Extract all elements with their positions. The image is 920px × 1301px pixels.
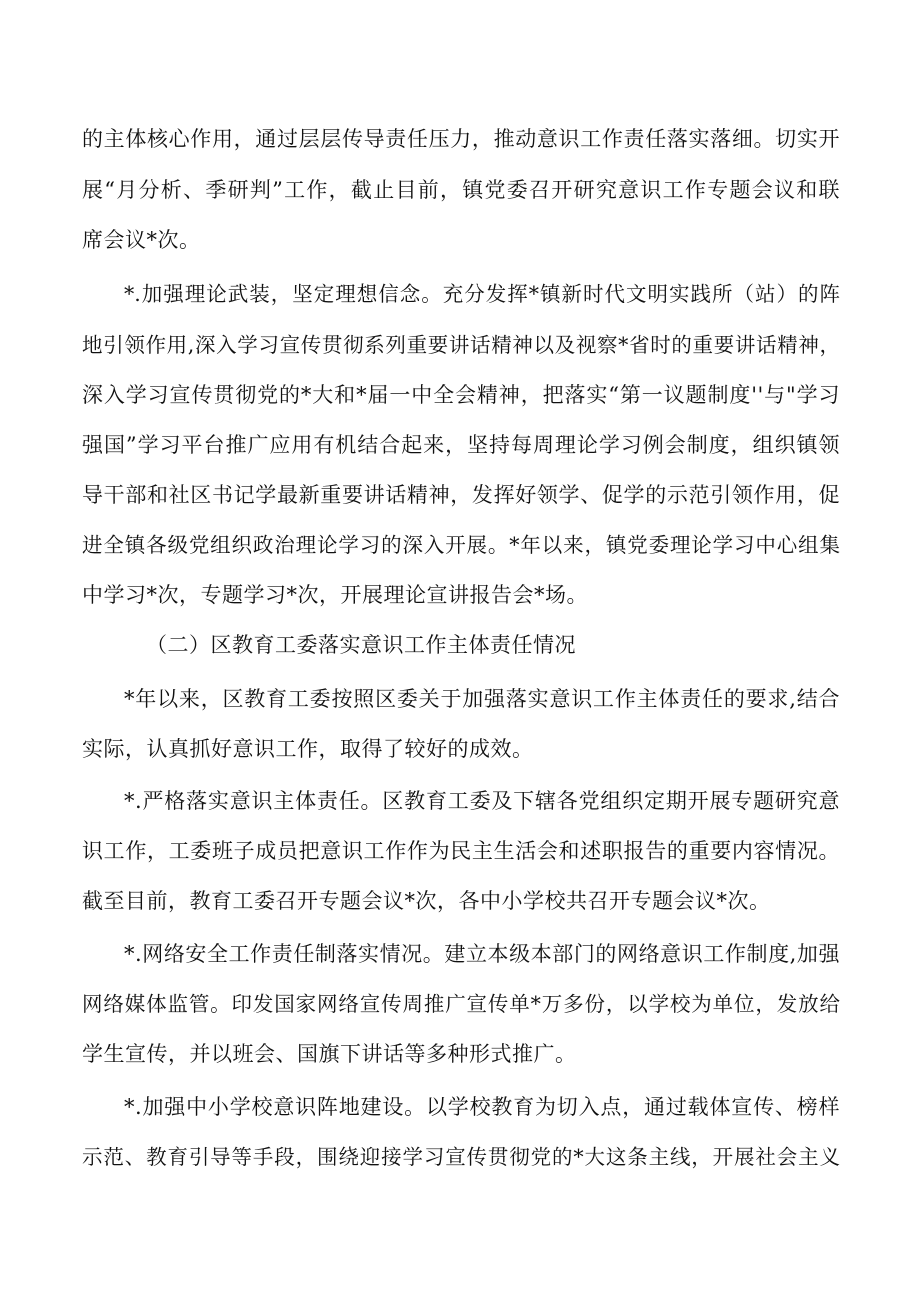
text-line: *.加强中小学校意识阵地建设。以学校教育为切入点，通过载体宣传、榜样 [124,1095,840,1119]
text-line: 强国”学习平台推广应用有机结合起来，坚持每周理论学习例会制度，组织镇领 [82,433,840,457]
text-line: 进全镇各级党组织政治理论学习的深入开展。*年以来，镇党委理论学习中心组集 [82,533,840,557]
text-line: 深入学习宣传贯彻党的*大和*届一中全会精神，把落实“第一议题制度''与"学习 [82,383,840,407]
text-line: 实际，认真抓好意识工作，取得了较好的成效。 [82,737,534,761]
text-line: *.网络安全工作责任制落实情况。建立本级本部门的网络意识工作制度,加强 [124,942,840,966]
text-line: 截至目前，教育工委召开专题会议*次，各中小学校共召开专题会议*次。 [82,889,771,913]
text-line: 示范、教育引导等手段，围绕迎接学习宣传贯彻党的*大这条主线，开展社会主义 [82,1145,840,1169]
text-line: 网络媒体监管。印发国家网络宣传周推广宣传单*万多份，以学校为单位，发放给 [82,992,840,1016]
text-line: *年以来，区教育工委按照区委关于加强落实意识工作主体责任的要求,结合 [124,687,840,711]
text-line: 地引领作用,深入学习宣传贯彻系列重要讲话精神以及视察*省时的重要讲话精神， [82,333,840,357]
text-line: 导干部和社区书记学最新重要讲话精神，发挥好领学、促学的示范引领作用，促 [82,483,840,507]
text-line: *.严格落实意识主体责任。区教育工委及下辖各党组织定期开展专题研究意 [124,789,840,813]
text-line: *.加强理论武装，坚定理想信念。充分发挥*镇新时代文明实践所（站）的阵 [124,282,840,306]
text-line: 学生宣传，并以班会、国旗下讲话等多种形式推广。 [82,1042,577,1066]
text-line: 识工作，工委班子成员把意识工作作为民主生活会和述职报告的重要内容情况。 [82,839,840,863]
text-line: 展“月分析、季研判”工作，截止目前，镇党委召开研究意识工作专题会议和联 [82,178,840,202]
section-heading: （二）区教育工委落实意识工作主体责任情况 [146,633,576,657]
text-line: 中学习*次，专题学习*次，开展理论宣讲报告会*场。 [82,583,588,607]
text-line: 席会议*次。 [82,228,201,252]
text-line: 的主体核心作用，通过层层传导责任压力，推动意识工作责任落实落细。切实开 [82,127,840,151]
